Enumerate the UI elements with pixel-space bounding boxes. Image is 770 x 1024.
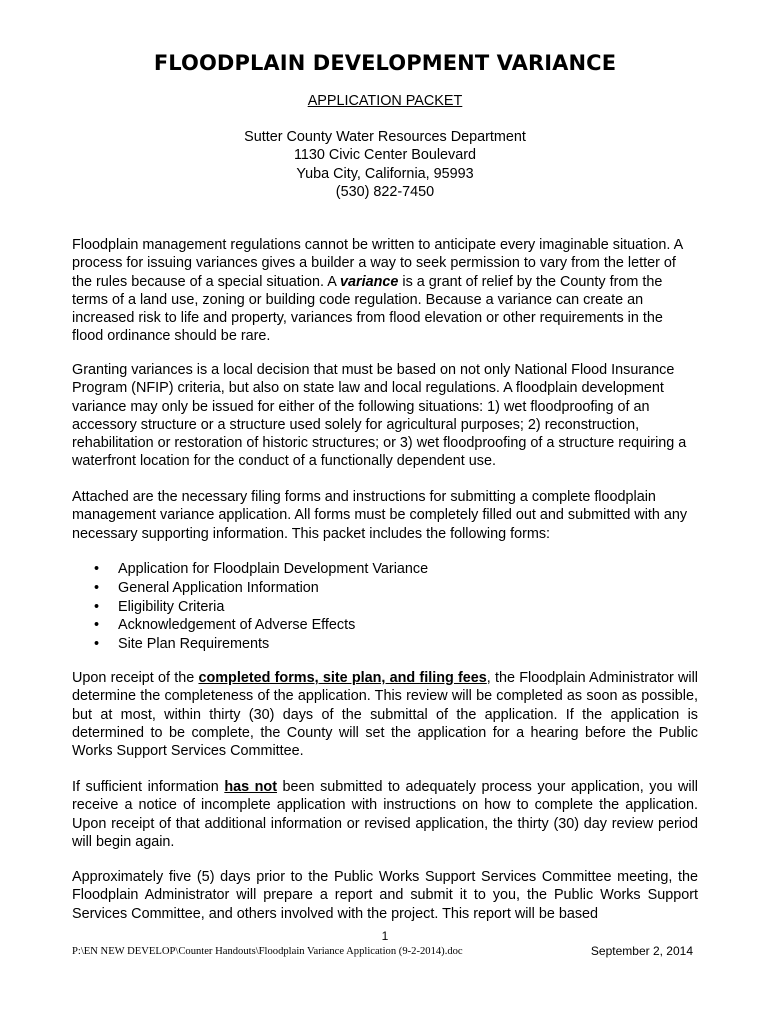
page-subtitle: APPLICATION PACKET <box>307 93 463 109</box>
list-item-label: Acknowledgement of Adverse Effects <box>118 617 356 634</box>
paragraph-committee-report-text: Approximately five (5) days prior to the Public Works Support Services Committee meeting, the Floodplain Administrator will prepare a report and submit it to you, the Public Works Support Services Committee, and others involved with the project. This report will be based <box>72 869 698 922</box>
address-block <box>0 128 770 201</box>
paragraph-receipt <box>72 669 698 760</box>
paragraph-intro-text-a: Floodplain management regulations cannot be written to anticipate every imaginable situation. A process for issuing variances gives a builder a way to seek permission to vary from the letter of the rules because of a special situation. A <box>72 237 683 290</box>
paragraph-incomplete-text-a: If sufficient information <box>72 779 225 795</box>
list-item <box>72 598 698 617</box>
paragraph-attached-forms <box>72 488 698 543</box>
bullet-icon: • <box>94 598 100 615</box>
address-line-street: 1130 Civic Center Boulevard <box>293 147 477 164</box>
list-item <box>72 579 698 598</box>
bullet-icon: • <box>94 636 100 653</box>
paragraph-incomplete-text-b: been submitted to adequately process your application, you will receive a notice of incomplete application with instructions on how to complete the application. Upon receipt of that additional information or revised application, the thirty (30) day review period will begin again. <box>72 779 698 850</box>
paragraph-intro-text-b: is a grant of relief by the County from the terms of a land use, zoning or building code regulation. Because a variance can create an increased risk to life and property, variances from flood elevation or other requirements in the flood ordinance should be rare. <box>72 273 663 345</box>
footer-date: September 2, 2014 <box>590 944 693 958</box>
forms-list <box>72 560 698 654</box>
paragraph-receipt-text-a: Upon receipt of the <box>72 670 199 686</box>
list-item <box>72 560 698 579</box>
address-line-department: Sutter County Water Resources Department <box>244 129 526 145</box>
paragraph-attached-forms-text: Attached are the necessary filing forms and instructions for submitting a complete floodplain management variance application. All forms must be completely filled out and submitted with any necessary supporting information. This packet includes the following forms: <box>72 489 688 542</box>
page-number: 1 <box>381 929 389 943</box>
paragraph-granting-variances <box>72 361 698 471</box>
variance-term: variance <box>340 273 399 290</box>
paragraph-receipt-text-b: , the Floodplain Administrator will determine the completeness of the application. This review will be completed as soon as possible, but at most, within thirty (30) days of the submittal of the application. If the application is determined to be complete, the County will set the application for a hearing before the Public Works Support Services Committee. <box>72 670 698 760</box>
paragraph-incomplete <box>72 778 698 851</box>
list-item-label: General Application Information <box>118 579 319 596</box>
list-item <box>72 635 698 654</box>
list-item-label: Site Plan Requirements <box>118 636 270 653</box>
bullet-icon: • <box>94 561 100 577</box>
paragraph-intro <box>72 236 698 346</box>
list-item-label: Eligibility Criteria <box>118 598 225 615</box>
completed-forms-emphasis: completed forms, site plan, and filing fees <box>198 670 487 686</box>
list-item <box>72 616 698 635</box>
has-not-emphasis: has not <box>224 779 278 795</box>
bullet-icon: • <box>94 617 100 634</box>
paragraph-granting-variances-text: Granting variances is a local decision that must be based on not only National Flood Insurance Program (NFIP) criteria, but also on state law and local regulations. A floodplain development variance may only be issued for either of the following situations: 1) wet floodproofing of an accessory structure or a structure used solely for agricultural purposes; 2) reconstruction, rehabilitation or restoration of historic structures; or 3) wet floodproofing of a structure requiring a waterfront location for the conduct of a functionally dependent use. <box>72 362 687 470</box>
page-title: FLOODPLAIN DEVELOPMENT VARIANCE <box>153 51 617 75</box>
address-line-phone: (530) 822-7450 <box>335 183 435 200</box>
bullet-icon: • <box>94 579 100 596</box>
footer-file-path: P:\EN NEW DEVELOP\Counter Handouts\Floodplain Variance Application (9-2-2014).doc <box>72 946 463 957</box>
paragraph-committee-report <box>72 868 698 923</box>
address-line-city: Yuba City, California, 95993 <box>296 165 474 182</box>
list-item-label: Application for Floodplain Development Variance <box>118 561 429 577</box>
